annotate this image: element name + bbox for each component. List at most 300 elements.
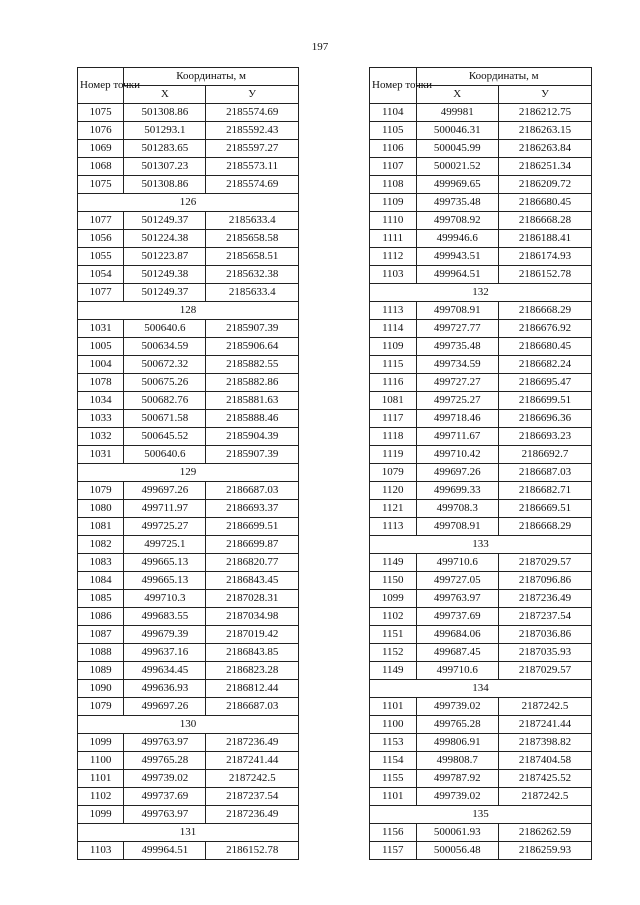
y-coordinate-cell: 2186695.47: [498, 374, 591, 392]
point-number-header: Номер точки: [370, 68, 417, 104]
y-coordinate-cell: 2186680.45: [498, 338, 591, 356]
section-row: [370, 680, 592, 698]
x-coordinate-cell: 500645.52: [124, 428, 206, 446]
table-row: [370, 518, 592, 536]
y-coordinate-cell: 2187404.58: [498, 752, 591, 770]
table-row: [78, 140, 299, 158]
table-row: [78, 104, 299, 122]
table-row: [370, 104, 592, 122]
y-coordinate-cell: 2187236.49: [206, 734, 299, 752]
table-row: [78, 698, 299, 716]
point-number-cell: 1054: [78, 266, 124, 284]
point-number-cell: 1104: [370, 104, 417, 122]
x-coordinate-cell: 501249.38: [124, 266, 206, 284]
table-row: [78, 518, 299, 536]
x-coordinate-cell: 499808.7: [416, 752, 498, 770]
point-number-cell: 1099: [370, 590, 417, 608]
x-coordinate-cell: 499708.92: [416, 212, 498, 230]
table-row: [370, 824, 592, 842]
table-row: [370, 428, 592, 446]
y-coordinate-cell: 2185882.55: [206, 356, 299, 374]
point-number-cell: 1102: [370, 608, 417, 626]
table-row: [78, 572, 299, 590]
y-coordinate-cell: 2186263.84: [498, 140, 591, 158]
x-coordinate-cell: 501224.38: [124, 230, 206, 248]
x-coordinate-cell: 499725.1: [124, 536, 206, 554]
y-coordinate-cell: 2187242.5: [498, 788, 591, 806]
y-coordinate-cell: 2186262.59: [498, 824, 591, 842]
point-number-cell: 1101: [78, 770, 124, 788]
table-row: [370, 734, 592, 752]
y-coordinate-cell: 2186212.75: [498, 104, 591, 122]
y-coordinate-cell: 2185597.27: [206, 140, 299, 158]
x-coordinate-cell: 499697.26: [124, 698, 206, 716]
table-row: [78, 680, 299, 698]
y-coordinate-cell: 2186687.03: [206, 482, 299, 500]
x-coordinate-cell: 499679.39: [124, 626, 206, 644]
table-row: [370, 158, 592, 176]
section-number: 135: [370, 806, 592, 824]
y-coordinate-cell: 2185882.86: [206, 374, 299, 392]
table-row: [370, 176, 592, 194]
x-coordinate-cell: 499697.26: [124, 482, 206, 500]
x-coordinate-cell: 501249.37: [124, 212, 206, 230]
table-row: [370, 698, 592, 716]
y-coordinate-cell: 2185632.38: [206, 266, 299, 284]
x-coordinate-cell: 499710.3: [124, 590, 206, 608]
point-number-cell: 1033: [78, 410, 124, 428]
y-coordinate-cell: 2187034.98: [206, 608, 299, 626]
table-row: [370, 194, 592, 212]
table-row: [370, 464, 592, 482]
y-coordinate-cell: 2185574.69: [206, 176, 299, 194]
y-coordinate-cell: 2186692.7: [498, 446, 591, 464]
x-coordinate-cell: 500672.32: [124, 356, 206, 374]
x-coordinate-cell: 500675.26: [124, 374, 206, 392]
x-coordinate-cell: 499718.46: [416, 410, 498, 428]
point-number-cell: 1081: [78, 518, 124, 536]
table-row: [78, 536, 299, 554]
point-number-cell: 1088: [78, 644, 124, 662]
x-coordinate-cell: 499765.28: [416, 716, 498, 734]
y-coordinate-cell: 2187242.5: [498, 698, 591, 716]
point-number-cell: 1079: [78, 698, 124, 716]
x-coordinate-cell: 499727.05: [416, 572, 498, 590]
table-row: [78, 410, 299, 428]
point-number-cell: 1149: [370, 554, 417, 572]
point-number-cell: 1099: [78, 734, 124, 752]
table-row: [78, 176, 299, 194]
point-number-cell: 1034: [78, 392, 124, 410]
section-number: 133: [370, 536, 592, 554]
y-coordinate-cell: 2186152.78: [206, 842, 299, 860]
point-number-header: Номер точки: [78, 68, 124, 104]
point-number-cell: 1153: [370, 734, 417, 752]
section-row: [78, 194, 299, 212]
y-coordinate-cell: 2187242.5: [206, 770, 299, 788]
point-number-cell: 1077: [78, 284, 124, 302]
table-row: [78, 608, 299, 626]
x-coordinate-cell: 499727.77: [416, 320, 498, 338]
point-number-cell: 1031: [78, 320, 124, 338]
point-number-cell: 1031: [78, 446, 124, 464]
x-coordinate-cell: 500671.58: [124, 410, 206, 428]
point-number-cell: 1118: [370, 428, 417, 446]
point-number-cell: 1113: [370, 518, 417, 536]
table-row: [370, 770, 592, 788]
table-row: [78, 644, 299, 662]
x-column-header: X: [124, 86, 206, 104]
point-number-cell: 1117: [370, 410, 417, 428]
point-number-cell: 1100: [78, 752, 124, 770]
point-number-cell: 1101: [370, 698, 417, 716]
x-coordinate-cell: 499710.6: [416, 554, 498, 572]
table-row: [78, 320, 299, 338]
table-row: [78, 374, 299, 392]
x-coordinate-cell: 499710.6: [416, 662, 498, 680]
point-number-cell: 1149: [370, 662, 417, 680]
y-coordinate-cell: 2186687.03: [498, 464, 591, 482]
point-number-cell: 1075: [78, 176, 124, 194]
table-row: [78, 806, 299, 824]
point-number-cell: 1076: [78, 122, 124, 140]
table-row: [370, 266, 592, 284]
x-coordinate-cell: 499636.93: [124, 680, 206, 698]
table-row: [78, 338, 299, 356]
section-row: [78, 716, 299, 734]
y-coordinate-cell: 2185573.11: [206, 158, 299, 176]
y-coordinate-cell: 2186669.51: [498, 500, 591, 518]
table-row: [78, 842, 299, 860]
point-number-cell: 1102: [78, 788, 124, 806]
x-coordinate-cell: 499665.13: [124, 572, 206, 590]
x-coordinate-cell: 501223.87: [124, 248, 206, 266]
y-coordinate-cell: 2186682.71: [498, 482, 591, 500]
section-number: 128: [78, 302, 299, 320]
x-coordinate-cell: 499943.51: [416, 248, 498, 266]
table-row: [370, 626, 592, 644]
point-number-cell: 1056: [78, 230, 124, 248]
point-number-cell: 1090: [78, 680, 124, 698]
table-row: [370, 608, 592, 626]
y-coordinate-cell: 2187028.31: [206, 590, 299, 608]
point-number-cell: 1150: [370, 572, 417, 590]
point-number-cell: 1111: [370, 230, 417, 248]
point-number-cell: 1068: [78, 158, 124, 176]
table-row: [370, 212, 592, 230]
y-coordinate-cell: 2187019.42: [206, 626, 299, 644]
y-coordinate-cell: 2186668.29: [498, 302, 591, 320]
point-number-cell: 1075: [78, 104, 124, 122]
section-row: [78, 824, 299, 842]
table-row: [78, 122, 299, 140]
y-coordinate-cell: 2186676.92: [498, 320, 591, 338]
y-coordinate-cell: 2186680.45: [498, 194, 591, 212]
table-row: [78, 158, 299, 176]
y-coordinate-cell: 2185658.51: [206, 248, 299, 266]
x-coordinate-cell: 499739.02: [416, 698, 498, 716]
section-row: [370, 806, 592, 824]
x-coordinate-cell: 499725.27: [416, 392, 498, 410]
x-coordinate-cell: 499763.97: [124, 806, 206, 824]
point-number-cell: 1078: [78, 374, 124, 392]
y-coordinate-cell: 2187236.49: [206, 806, 299, 824]
table-row: [78, 752, 299, 770]
table-row: [78, 428, 299, 446]
y-coordinate-cell: 2185574.69: [206, 104, 299, 122]
point-number-cell: 1082: [78, 536, 124, 554]
point-number-cell: 1115: [370, 356, 417, 374]
table-row: [370, 842, 592, 860]
point-number-cell: 1105: [370, 122, 417, 140]
x-coordinate-cell: 499665.13: [124, 554, 206, 572]
x-coordinate-cell: 499946.6: [416, 230, 498, 248]
table-row: [370, 410, 592, 428]
x-coordinate-cell: 499763.97: [124, 734, 206, 752]
table-row: [370, 644, 592, 662]
point-number-cell: 1079: [78, 482, 124, 500]
point-number-cell: 1151: [370, 626, 417, 644]
x-coordinate-cell: 499735.48: [416, 338, 498, 356]
point-number-cell: 1112: [370, 248, 417, 266]
section-number: 131: [78, 824, 299, 842]
y-coordinate-cell: 2186820.77: [206, 554, 299, 572]
x-coordinate-cell: 499964.51: [124, 842, 206, 860]
coordinates-table-right: [369, 67, 592, 860]
point-number-cell: 1156: [370, 824, 417, 842]
x-coordinate-cell: 499711.97: [124, 500, 206, 518]
section-number: 134: [370, 680, 592, 698]
x-coordinate-cell: 501283.65: [124, 140, 206, 158]
x-coordinate-cell: 499710.42: [416, 446, 498, 464]
point-number-cell: 1120: [370, 482, 417, 500]
y-coordinate-cell: 2186699.87: [206, 536, 299, 554]
point-number-cell: 1086: [78, 608, 124, 626]
point-number-cell: 1085: [78, 590, 124, 608]
point-number-cell: 1107: [370, 158, 417, 176]
table-row: [78, 590, 299, 608]
table-row: [370, 572, 592, 590]
y-coordinate-cell: 2187237.54: [206, 788, 299, 806]
point-number-cell: 1087: [78, 626, 124, 644]
x-coordinate-cell: 499765.28: [124, 752, 206, 770]
x-coordinate-cell: 499964.51: [416, 266, 498, 284]
y-coordinate-cell: 2186152.78: [498, 266, 591, 284]
x-coordinate-cell: 499687.45: [416, 644, 498, 662]
y-coordinate-cell: 2185592.43: [206, 122, 299, 140]
point-number-cell: 1099: [78, 806, 124, 824]
section-row: [370, 536, 592, 554]
point-number-cell: 1077: [78, 212, 124, 230]
x-coordinate-cell: 501293.1: [124, 122, 206, 140]
point-number-cell: 1114: [370, 320, 417, 338]
table-row: [78, 734, 299, 752]
table-row: [78, 212, 299, 230]
x-coordinate-cell: 499684.06: [416, 626, 498, 644]
x-coordinate-cell: 499969.65: [416, 176, 498, 194]
table-row: [78, 284, 299, 302]
x-coordinate-cell: 499981: [416, 104, 498, 122]
y-coordinate-cell: 2186263.15: [498, 122, 591, 140]
point-number-cell: 1157: [370, 842, 417, 860]
x-coordinate-cell: 499737.69: [124, 788, 206, 806]
section-number: 126: [78, 194, 299, 212]
x-coordinate-cell: 499763.97: [416, 590, 498, 608]
point-number-cell: 1080: [78, 500, 124, 518]
y-coordinate-cell: 2187036.86: [498, 626, 591, 644]
table-row: [370, 230, 592, 248]
table-row: [78, 266, 299, 284]
y-coordinate-cell: 2186251.34: [498, 158, 591, 176]
point-number-cell: 1083: [78, 554, 124, 572]
point-number-cell: 1069: [78, 140, 124, 158]
y-coordinate-cell: 2186843.45: [206, 572, 299, 590]
point-number-cell: 1108: [370, 176, 417, 194]
y-coordinate-cell: 2185904.39: [206, 428, 299, 446]
y-coordinate-cell: 2185633.4: [206, 284, 299, 302]
y-coordinate-cell: 2186693.23: [498, 428, 591, 446]
table-row: [78, 500, 299, 518]
y-coordinate-cell: 2186823.28: [206, 662, 299, 680]
x-coordinate-cell: 500046.31: [416, 122, 498, 140]
table-row: [370, 302, 592, 320]
x-coordinate-cell: 500021.52: [416, 158, 498, 176]
table-row: [370, 662, 592, 680]
y-coordinate-cell: 2187096.86: [498, 572, 591, 590]
table-row: [370, 500, 592, 518]
table-row: [78, 554, 299, 572]
point-number-cell: 1089: [78, 662, 124, 680]
table-row: [78, 482, 299, 500]
y-coordinate-cell: 2186682.24: [498, 356, 591, 374]
point-number-cell: 1103: [78, 842, 124, 860]
section-row: [78, 302, 299, 320]
y-coordinate-cell: 2187241.44: [498, 716, 591, 734]
y-coordinate-cell: 2185907.39: [206, 446, 299, 464]
x-coordinate-cell: 501307.23: [124, 158, 206, 176]
y-coordinate-cell: 2186174.93: [498, 248, 591, 266]
point-number-cell: 1109: [370, 194, 417, 212]
point-number-cell: 1110: [370, 212, 417, 230]
table-row: [78, 788, 299, 806]
y-coordinate-cell: 2185888.46: [206, 410, 299, 428]
y-coordinate-cell: 2186699.51: [498, 392, 591, 410]
y-coordinate-cell: 2185658.58: [206, 230, 299, 248]
x-coordinate-cell: 499739.02: [124, 770, 206, 788]
y-coordinate-cell: 2186188.41: [498, 230, 591, 248]
y-coordinate-cell: 2185633.4: [206, 212, 299, 230]
point-number-cell: 1116: [370, 374, 417, 392]
section-number: 130: [78, 716, 299, 734]
point-number-cell: 1113: [370, 302, 417, 320]
y-coordinate-cell: 2185907.39: [206, 320, 299, 338]
table-row: [78, 392, 299, 410]
table-row: [370, 554, 592, 572]
y-coordinate-cell: 2186259.93: [498, 842, 591, 860]
x-coordinate-cell: 499683.55: [124, 608, 206, 626]
y-coordinate-cell: 2185906.64: [206, 338, 299, 356]
point-number-cell: 1005: [78, 338, 124, 356]
x-coordinate-cell: 499734.59: [416, 356, 498, 374]
x-coordinate-cell: 499806.91: [416, 734, 498, 752]
x-coordinate-cell: 499727.27: [416, 374, 498, 392]
point-number-cell: 1081: [370, 392, 417, 410]
table-row: [370, 446, 592, 464]
page-number: 197: [311, 41, 329, 53]
section-row: [370, 284, 592, 302]
table-row: [370, 122, 592, 140]
x-coordinate-cell: 499708.3: [416, 500, 498, 518]
point-number-cell: 1121: [370, 500, 417, 518]
y-coordinate-cell: 2187029.57: [498, 554, 591, 572]
x-coordinate-cell: 499708.91: [416, 302, 498, 320]
x-coordinate-cell: 500640.6: [124, 446, 206, 464]
table-row: [370, 356, 592, 374]
y-coordinate-cell: 2186209.72: [498, 176, 591, 194]
x-coordinate-cell: 499739.02: [416, 788, 498, 806]
y-coordinate-cell: 2186668.29: [498, 518, 591, 536]
table-row: [370, 788, 592, 806]
y-coordinate-cell: 2186687.03: [206, 698, 299, 716]
point-number-cell: 1100: [370, 716, 417, 734]
section-number: 132: [370, 284, 592, 302]
table-row: [370, 140, 592, 158]
table-row: [370, 248, 592, 266]
y-coordinate-cell: 2187237.54: [498, 608, 591, 626]
point-number-cell: 1055: [78, 248, 124, 266]
y-column-header: У: [498, 86, 591, 104]
x-coordinate-cell: 500056.48: [416, 842, 498, 860]
x-coordinate-cell: 499637.16: [124, 644, 206, 662]
y-coordinate-cell: 2186668.28: [498, 212, 591, 230]
x-coordinate-cell: 501308.86: [124, 176, 206, 194]
x-coordinate-cell: 501249.37: [124, 284, 206, 302]
x-coordinate-cell: 499634.45: [124, 662, 206, 680]
x-coordinate-cell: 499699.33: [416, 482, 498, 500]
x-coordinate-cell: 500640.6: [124, 320, 206, 338]
table-row: [370, 374, 592, 392]
table-row: [370, 392, 592, 410]
x-column-header: X: [416, 86, 498, 104]
point-number-cell: 1152: [370, 644, 417, 662]
point-number-cell: 1106: [370, 140, 417, 158]
x-coordinate-cell: 500634.59: [124, 338, 206, 356]
y-coordinate-cell: 2187236.49: [498, 590, 591, 608]
point-number-cell: 1155: [370, 770, 417, 788]
table-row: [78, 230, 299, 248]
point-number-cell: 1103: [370, 266, 417, 284]
point-number-cell: 1079: [370, 464, 417, 482]
x-coordinate-cell: 500045.99: [416, 140, 498, 158]
coordinates-header: Координаты, м: [416, 68, 592, 86]
table-row: [370, 338, 592, 356]
y-column-header: У: [206, 86, 299, 104]
x-coordinate-cell: 499711.67: [416, 428, 498, 446]
x-coordinate-cell: 499697.26: [416, 464, 498, 482]
point-number-cell: 1119: [370, 446, 417, 464]
table-row: [370, 590, 592, 608]
x-coordinate-cell: 501308.86: [124, 104, 206, 122]
y-coordinate-cell: 2186812.44: [206, 680, 299, 698]
point-number-cell: 1004: [78, 356, 124, 374]
y-coordinate-cell: 2186693.37: [206, 500, 299, 518]
table-row: [370, 752, 592, 770]
y-coordinate-cell: 2187398.82: [498, 734, 591, 752]
y-coordinate-cell: 2187241.44: [206, 752, 299, 770]
x-coordinate-cell: 499735.48: [416, 194, 498, 212]
table-row: [78, 770, 299, 788]
table-row: [370, 716, 592, 734]
